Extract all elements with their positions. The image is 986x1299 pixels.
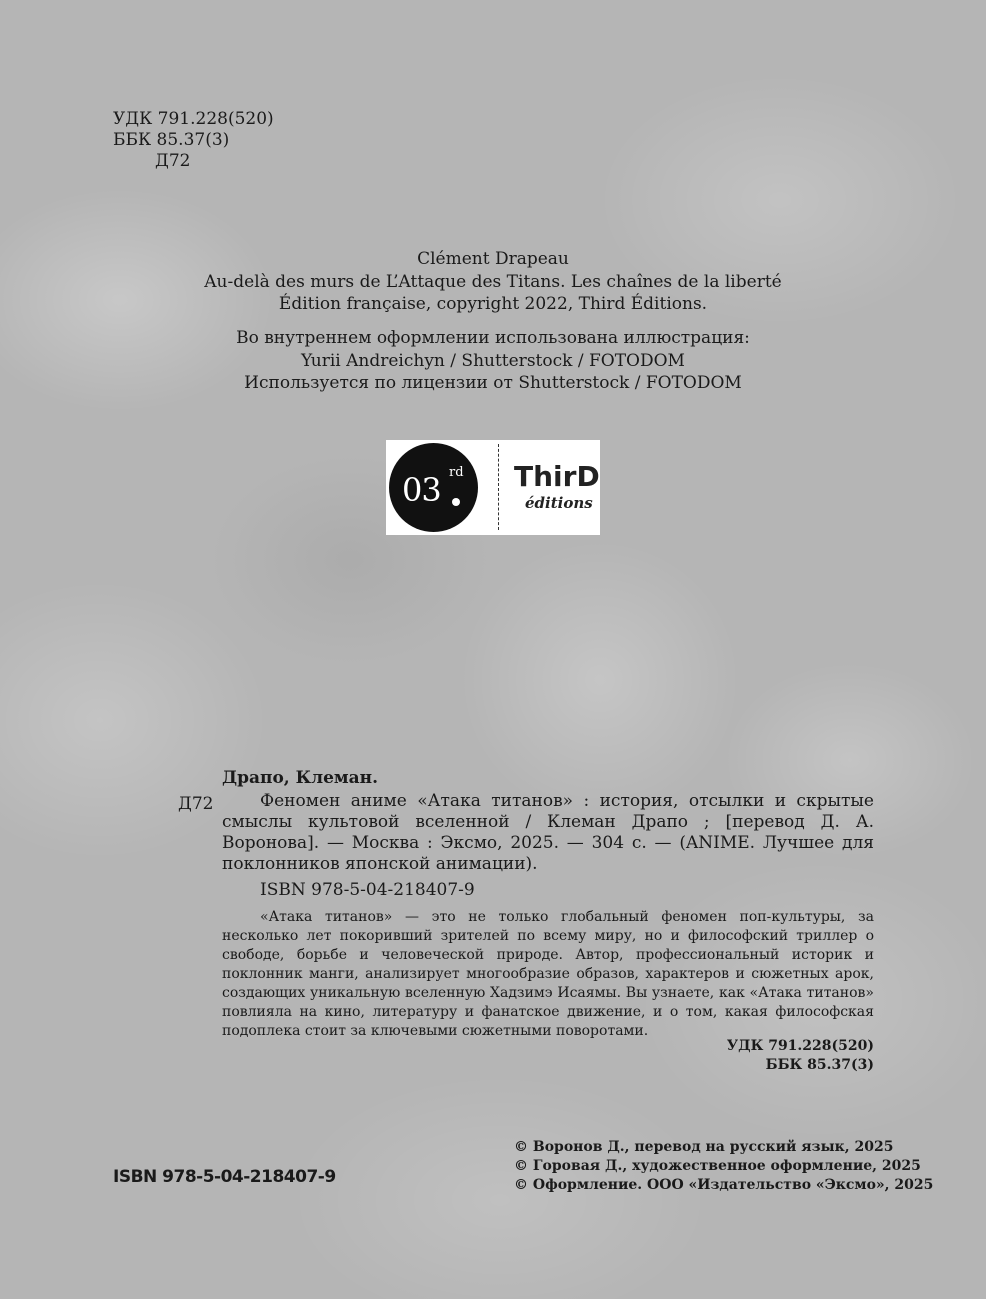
bbk-code: ББК 85.37(3) <box>113 130 230 150</box>
catalog-heading: Драпо, Клеман. <box>222 768 379 788</box>
udk-code: УДК 791.228(520) <box>113 109 274 129</box>
original-title: Au-delà des murs de L’Attaque des Titans. Les chaînes de la liberté <box>204 271 782 292</box>
copyright-block <box>514 1138 933 1195</box>
logo-superscript: rd <box>449 465 464 480</box>
logo-circle-icon <box>389 443 478 532</box>
logo-divider <box>498 444 499 530</box>
copyright-line: © Оформление. ООО «Издательство «Эксмо», 2025 <box>514 1177 934 1193</box>
isbn-bottom: ISBN 978-5-04-218407-9 <box>113 1167 336 1187</box>
udk-header-block <box>113 109 274 172</box>
copyright-line: © Воронов Д., перевод на русский язык, 2025 <box>514 1139 894 1155</box>
logo-number: 03 <box>402 471 441 509</box>
copyright-line: © Горовая Д., художественное оформление, 2025 <box>514 1158 921 1174</box>
logo-wordmark: ThirD <box>514 460 600 493</box>
illustration-line-3: Используется по лицензии от Shutterstock / FOTODOM <box>244 373 742 393</box>
original-edition-credits <box>0 248 986 316</box>
third-editions-logo <box>386 440 600 535</box>
original-copyright: Édition française, copyright 2022, Third Éditions. <box>278 294 708 314</box>
catalog-annotation: «Атака титанов» — это не только глобальный феномен поп-культуры, за несколько лет покоривший зрителей по всему миру, но и философский триллер о свободе, борьбе и человеческой природе. Автор, профессиональный историк и поклонник манги, анализирует многообразие образов, характеров и сюжетных арок, создающих уникальную вселенную Хадзимэ Исаямы. Вы узнаете, как «Атака титанов» повлияла на кино, литературу и фанатское движение, и о том, какая философская подоплека стоит за ключевыми сюжетными поворотами. <box>222 909 874 1039</box>
catalog-isbn: ISBN 978-5-04-218407-9 <box>260 880 475 900</box>
logo-dot-icon <box>452 498 460 506</box>
original-author: Clément Drapeau <box>417 249 569 269</box>
catalog-author-mark: Д72 <box>178 794 214 814</box>
catalog-bbk: ББК 85.37(3) <box>765 1057 874 1073</box>
illustration-credits <box>0 327 986 395</box>
catalog-udk: УДК 791.228(520) <box>726 1038 874 1054</box>
catalog-classification <box>700 1037 874 1075</box>
author-mark: Д72 <box>155 151 191 171</box>
logo-subtitle: éditions <box>525 494 593 512</box>
illustration-line-1: Во внутреннем оформлении использована иллюстрация: <box>236 328 750 348</box>
illustration-line-2: Yurii Andreichyn / Shutterstock / FOTODOM <box>301 350 685 371</box>
catalog-description: Феномен аниме «Атака титанов» : история, отсылки и скрытые смыслы культовой вселенной / Клеман Драпо ; [перевод Д. А. Воронова]. — Москва : Эксмо, 2025. — 304 с. — (ANIME. Лучшее для поклонников японской анимации). <box>222 791 874 874</box>
